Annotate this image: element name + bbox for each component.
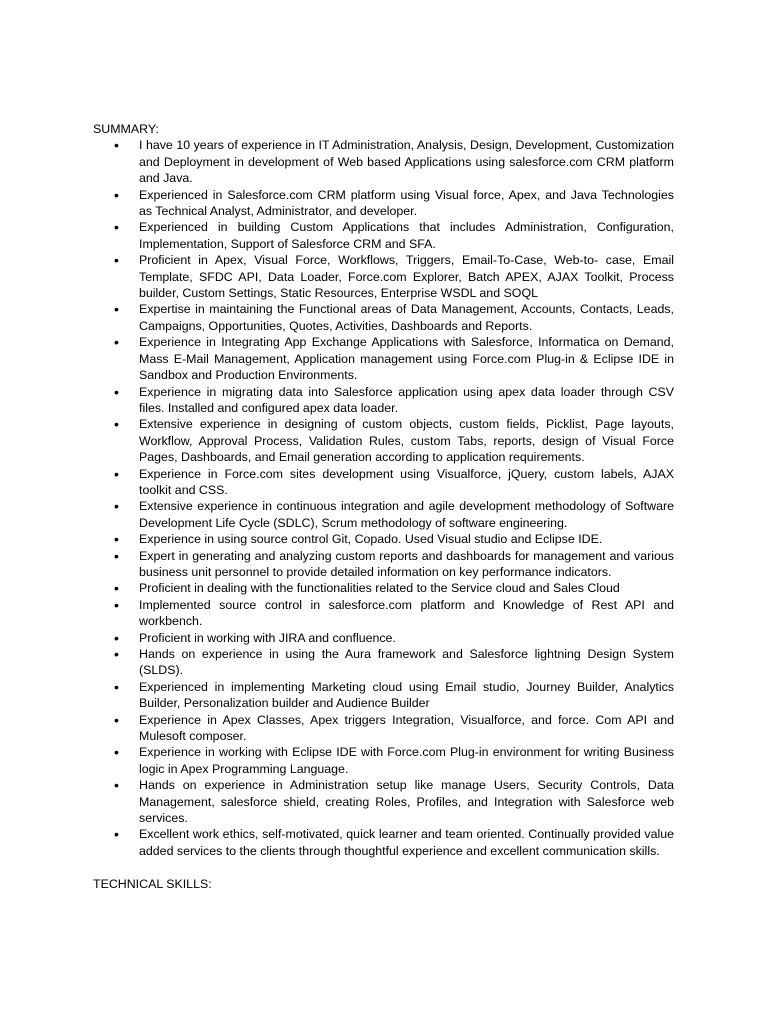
summary-item: • Expert in generating and analyzing custom reports and dashboards for management and various business unit personnel to provide detailed information on key performance indicators. xyxy=(93,548,674,581)
summary-item: • Excellent work ethics, self-motivated, quick learner and team oriented. Continually provided value added services to the clients through thoughtful experience and excellent communication skills. xyxy=(93,826,674,859)
summary-item: • Experience in working with Eclipse IDE with Force.com Plug-in environment for writing Business logic in Apex Programming Language. xyxy=(93,744,674,777)
summary-item: • Experience in Apex Classes, Apex triggers Integration, Visualforce, and force. Com API and Mulesoft composer. xyxy=(93,712,674,745)
summary-item: • Extensive experience in continuous integration and agile development methodology of Software Development Life Cycle (SDLC), Scrum methodology of software engineering. xyxy=(93,498,674,531)
summary-item: • Experienced in Salesforce.com CRM platform using Visual force, Apex, and Java Technologies as Technical Analyst, Administrator, and developer. xyxy=(93,187,674,220)
summary-item: • Proficient in Apex, Visual Force, Workflows, Triggers, Email-To-Case, Web-to- case, Email Template, SFDC API, Data Loader, Force.com Explorer, Batch APEX, AJAX Toolkit, Process builder, Custom Settings, Static Resources, Enterprise WSDL and SOQL xyxy=(93,252,674,301)
summary-list xyxy=(93,137,674,859)
summary-item: • Hands on experience in using the Aura framework and Salesforce lightning Design System (SLDS). xyxy=(93,646,674,679)
summary-item: • Experience in migrating data into Salesforce application using apex data loader through CSV files. Installed and configured apex data loader. xyxy=(93,384,674,417)
summary-item: • Experience in using source control Git, Copado. Used Visual studio and Eclipse IDE. xyxy=(93,531,674,547)
summary-item: • Hands on experience in Administration setup like manage Users, Security Controls, Data Management, salesforce shield, creating Roles, Profiles, and Integration with Salesforce web services. xyxy=(93,777,674,826)
summary-item: • Experience in Force.com sites development using Visualforce, jQuery, custom labels, AJAX toolkit and CSS. xyxy=(93,466,674,499)
summary-item: • Proficient in working with JIRA and confluence. xyxy=(93,630,674,646)
summary-item: • Expertise in maintaining the Functional areas of Data Management, Accounts, Contacts, Leads, Campaigns, Opportunities, Quotes, Activities, Dashboards and Reports. xyxy=(93,301,674,334)
summary-item: • Experienced in building Custom Applications that includes Administration, Configuration, Implementation, Support of Salesforce CRM and SFA. xyxy=(93,219,674,252)
technical-skills-heading: TECHNICAL SKILLS: xyxy=(93,876,212,891)
summary-item: • Proficient in dealing with the functionalities related to the Service cloud and Sales Cloud xyxy=(93,580,674,596)
summary-item: • Experienced in implementing Marketing cloud using Email studio, Journey Builder, Analytics Builder, Personalization builder and Audience Builder xyxy=(93,679,674,712)
summary-item: • I have 10 years of experience in IT Administration, Analysis, Design, Development, Customization and Deployment in development of Web based Applications using salesforce.com CRM platform and Java. xyxy=(93,137,674,186)
summary-item: • Extensive experience in designing of custom objects, custom fields, Picklist, Page layouts, Workflow, Approval Process, Validation Rules, custom Tabs, reports, design of Visual Force Pages, Dashboards, and Email generation according to application requirements. xyxy=(93,416,674,465)
summary-heading: SUMMARY: xyxy=(93,122,159,136)
summary-item: • Implemented source control in salesforce.com platform and Knowledge of Rest API and workbench. xyxy=(93,597,674,630)
summary-item: • Experience in Integrating App Exchange Applications with Salesforce, Informatica on Demand, Mass E-Mail Management, Application management using Force.com Plug-in & Eclipse IDE in Sandbox and Production Environments. xyxy=(93,334,674,383)
section-spacer xyxy=(93,859,674,875)
